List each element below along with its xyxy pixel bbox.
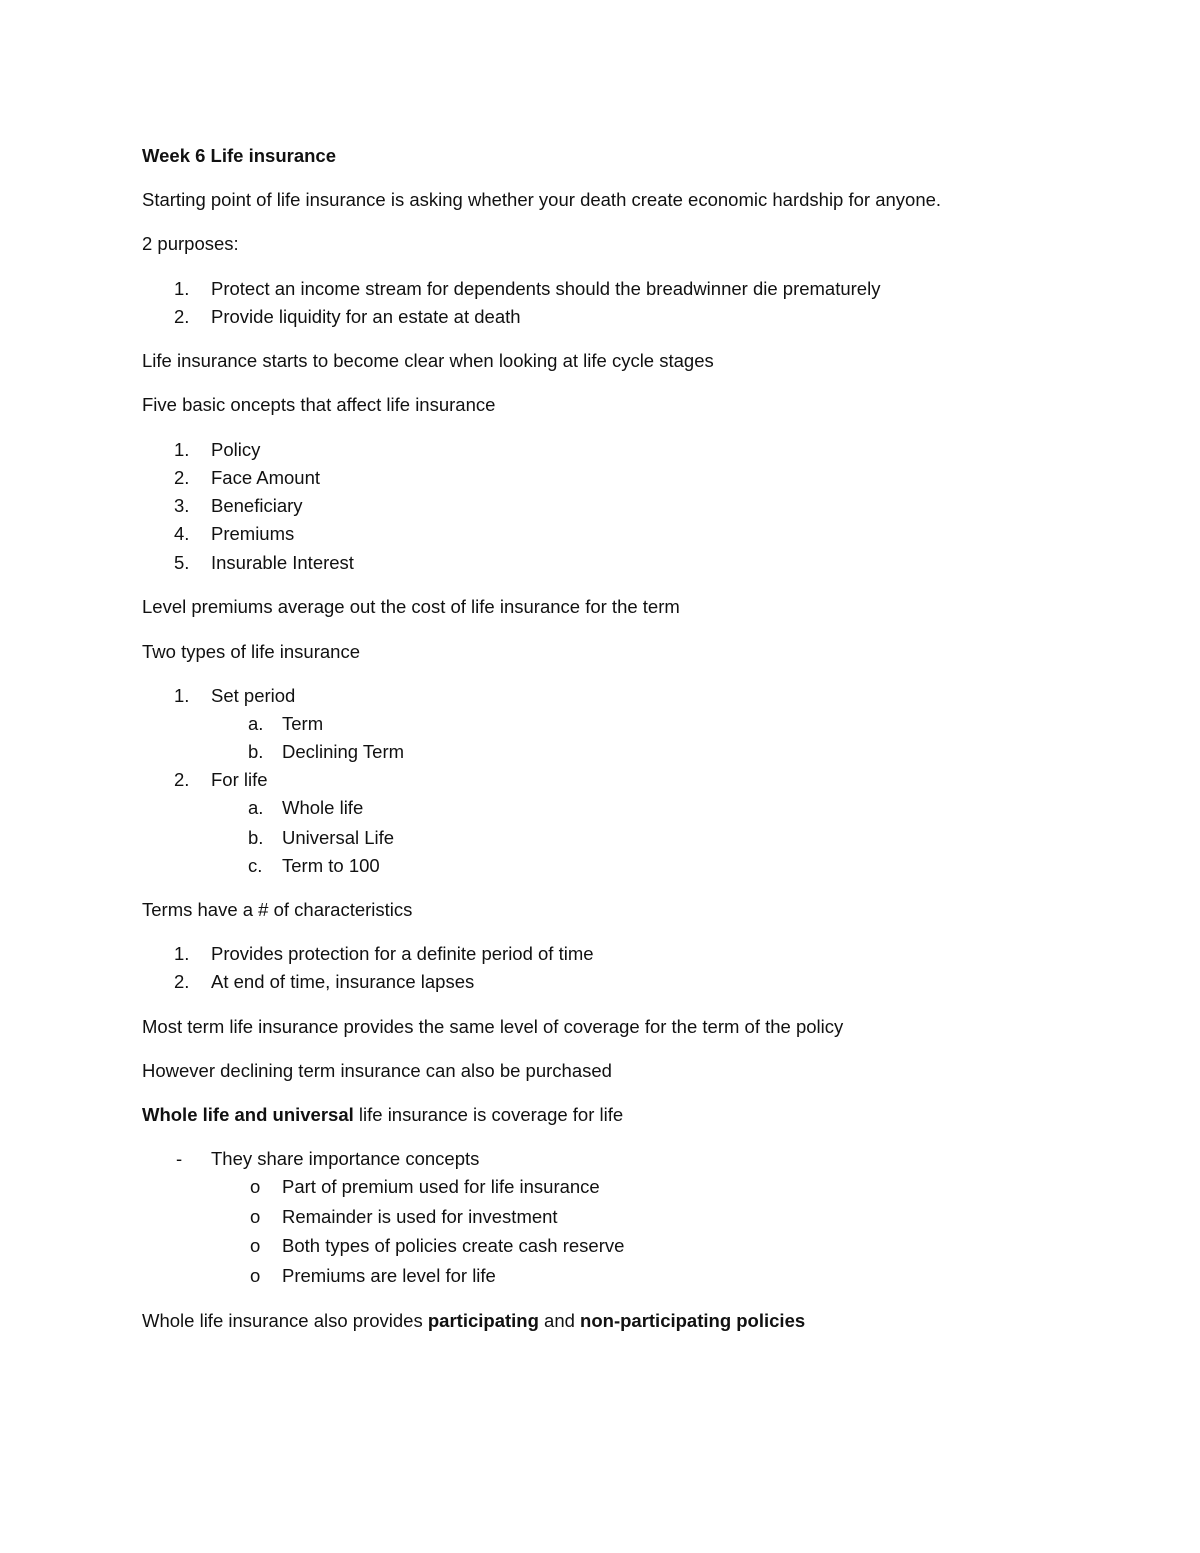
list-item: Provides protection for a definite period of time <box>211 943 594 964</box>
list-item: Provide liquidity for an estate at death <box>211 306 521 327</box>
bold-phrase: Whole life and universal <box>142 1104 354 1125</box>
whole-life-provides-paragraph <box>142 1310 805 1332</box>
concepts-heading: Five basic oncepts that affect life insurance <box>142 394 496 415</box>
paragraph-text: life insurance is coverage for life <box>353 1104 624 1125</box>
sublist-item: Remainder is used for investment <box>282 1206 558 1227</box>
circle-bullet: o <box>250 1176 261 1197</box>
sublist-item: Declining Term <box>282 741 405 762</box>
list-item: Policy <box>211 439 261 460</box>
list-item: Insurable Interest <box>211 552 354 573</box>
most-term-paragraph: Most term life insurance provides the same level of coverage for the term of the policy <box>142 1016 844 1037</box>
list-item: Face Amount <box>211 467 321 488</box>
sublist-marker: a. <box>248 797 264 818</box>
list-marker: 5. <box>174 552 190 573</box>
sublist-item: Whole life <box>282 797 364 818</box>
list-marker: 4. <box>174 523 190 544</box>
list-item: For life <box>211 769 268 790</box>
list-item: They share importance concepts <box>211 1148 480 1169</box>
intro-paragraph: Starting point of life insurance is asking whether your death create economic hardship for anyone. <box>142 189 942 210</box>
circle-bullet: o <box>250 1235 261 1256</box>
sublist-item: Part of premium used for life insurance <box>282 1176 600 1197</box>
sublist-item: Term <box>282 713 324 734</box>
paragraph-text: Whole life insurance also provides <box>142 1310 428 1331</box>
sublist-marker: c. <box>248 855 263 876</box>
whole-universal-paragraph <box>142 1104 623 1126</box>
sublist-item: Both types of policies create cash reserve <box>282 1235 625 1256</box>
list-item: Beneficiary <box>211 495 303 516</box>
list-marker: 2. <box>174 306 190 327</box>
bold-phrase: participating <box>427 1310 539 1331</box>
paragraph-text: and <box>538 1310 581 1331</box>
declining-paragraph: However declining term insurance can also be purchased <box>142 1060 612 1081</box>
list-marker: 1. <box>174 439 190 460</box>
sublist-marker: a. <box>248 713 264 734</box>
types-heading: Two types of life insurance <box>142 641 360 662</box>
list-marker: 3. <box>174 495 190 516</box>
bold-phrase: non-participating policies <box>580 1310 806 1331</box>
list-marker: 1. <box>174 943 190 964</box>
dash-marker: - <box>176 1148 183 1169</box>
sublist-item: Term to 100 <box>282 855 380 876</box>
list-item: Premiums <box>211 523 295 544</box>
level-premiums-paragraph: Level premiums average out the cost of life insurance for the term <box>142 596 680 617</box>
list-marker: 2. <box>174 971 190 992</box>
list-item: At end of time, insurance lapses <box>211 971 475 992</box>
sublist-marker: b. <box>248 741 264 762</box>
life-cycle-paragraph: Life insurance starts to become clear when looking at life cycle stages <box>142 350 714 371</box>
list-item: Set period <box>211 685 296 706</box>
sublist-item: Premiums are level for life <box>282 1265 496 1286</box>
purposes-heading: 2 purposes: <box>142 233 239 254</box>
circle-bullet: o <box>250 1265 261 1286</box>
terms-heading: Terms have a # of characteristics <box>142 899 413 920</box>
list-marker: 1. <box>174 685 190 706</box>
list-marker: 2. <box>174 467 190 488</box>
circle-bullet: o <box>250 1206 261 1227</box>
sublist-item: Universal Life <box>282 827 395 848</box>
document-title: Week 6 Life insurance <box>142 145 336 166</box>
list-marker: 1. <box>174 278 190 299</box>
list-marker: 2. <box>174 769 190 790</box>
sublist-marker: b. <box>248 827 264 848</box>
list-item: Protect an income stream for dependents should the breadwinner die prematurely <box>211 278 881 299</box>
